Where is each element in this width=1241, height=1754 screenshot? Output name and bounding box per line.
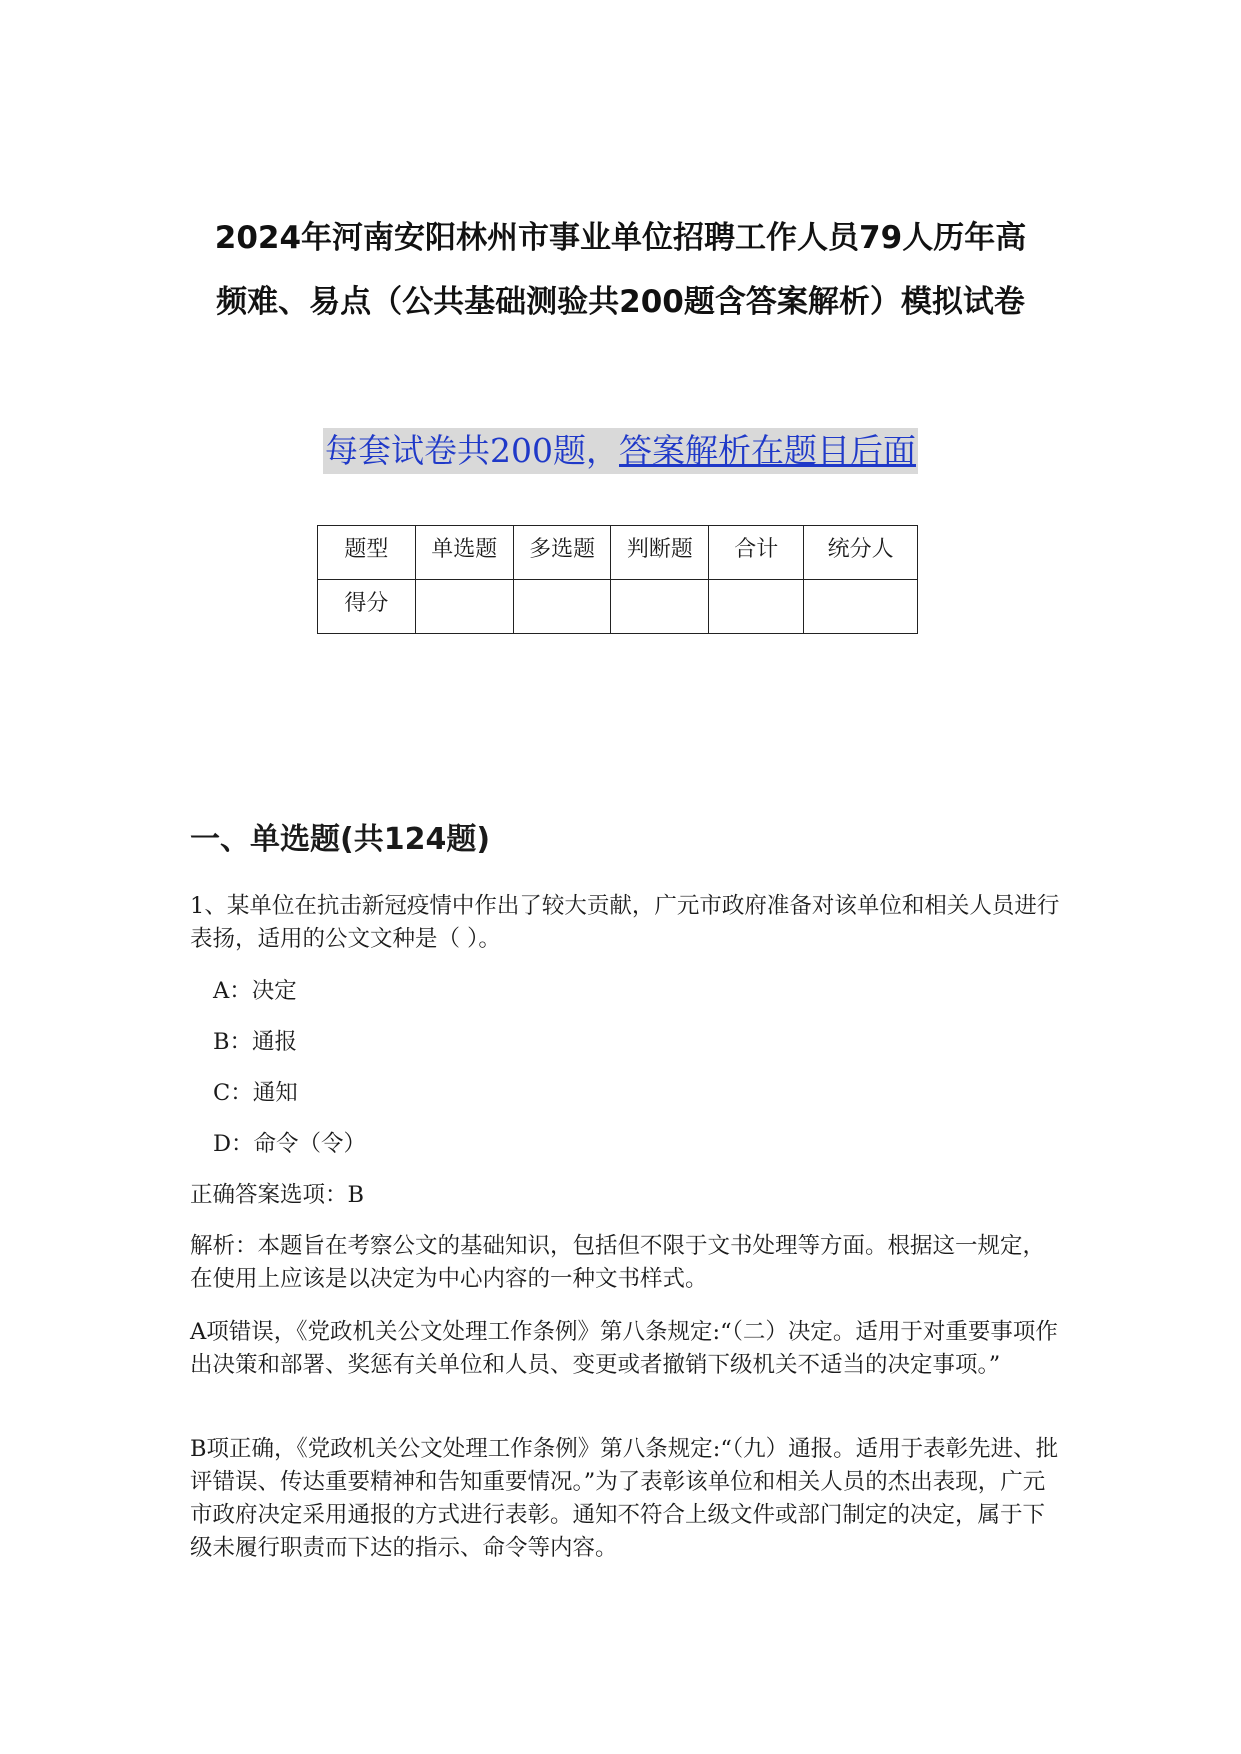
option-c: C：通知: [213, 1080, 298, 1106]
header-cell-single: 单选题: [415, 526, 513, 580]
score-cell-scorer[interactable]: [804, 580, 918, 634]
answer-location-link[interactable]: 答案解析在题目后面: [619, 431, 916, 470]
info-banner: [0, 428, 1241, 474]
score-cell-multiple[interactable]: [513, 580, 611, 634]
option-d: D：命令（令）: [213, 1131, 367, 1157]
score-table-header-row: [318, 526, 918, 580]
header-cell-total: 合计: [709, 526, 804, 580]
analysis-text: 解析：本题旨在考察公文的基础知识，包括但不限于文书处理等方面。根据这一规定，在使用上应该是以决定为中心内容的一种文书样式。: [190, 1233, 1046, 1292]
score-table-score-row: [318, 580, 918, 634]
header-cell-type: 题型: [318, 526, 416, 580]
question-stem: 1、某单位在抗击新冠疫情中作出了较大贡献，广元市政府准备对该单位和相关人员进行表扬，适用的公文文种是（ ）。: [190, 893, 1060, 952]
score-cell-single[interactable]: [415, 580, 513, 634]
option-a-explanation: A项错误，《党政机关公文处理工作条例》第八条规定:“（二）决定。适用于对重要事项作出决策和部署、奖惩有关单位和人员、变更或者撤销下级机关不适当的决定事项。”: [190, 1319, 1058, 1378]
score-table: [317, 525, 918, 634]
header-cell-judgment: 判断题: [611, 526, 709, 580]
header-cell-multiple: 多选题: [513, 526, 611, 580]
row-label-score: 得分: [318, 580, 416, 634]
option-b: B：通报: [213, 1029, 298, 1055]
banner-highlight: [323, 428, 918, 474]
section-heading: 一、单选题(共124题): [190, 822, 491, 857]
document-title: [180, 206, 1061, 334]
title-line-1: 2024年河南安阳林州市事业单位招聘工作人员79人历年高: [214, 220, 1027, 256]
banner-text: 每套试卷共200题，: [325, 431, 619, 470]
correct-answer: 正确答案选项：B: [190, 1182, 365, 1208]
score-cell-total[interactable]: [709, 580, 804, 634]
title-line-2: 频难、易点（公共基础测验共200题含答案解析）模拟试卷: [216, 284, 1025, 320]
option-b-explanation: B项正确，《党政机关公文处理工作条例》第八条规定:“（九）通报。适用于表彰先进、批评错误、传达重要精神和告知重要情况。”为了表彰该单位和相关人员的杰出表现，广元市政府决定采用通报的方式进行表彰。通知不符合上级文件或部门制定的决定，属于下级未履行职责而下达的指示、命令等内容。: [190, 1436, 1059, 1561]
score-cell-judgment[interactable]: [611, 580, 709, 634]
option-a: A：决定: [213, 978, 297, 1004]
header-cell-scorer: 统分人: [804, 526, 918, 580]
